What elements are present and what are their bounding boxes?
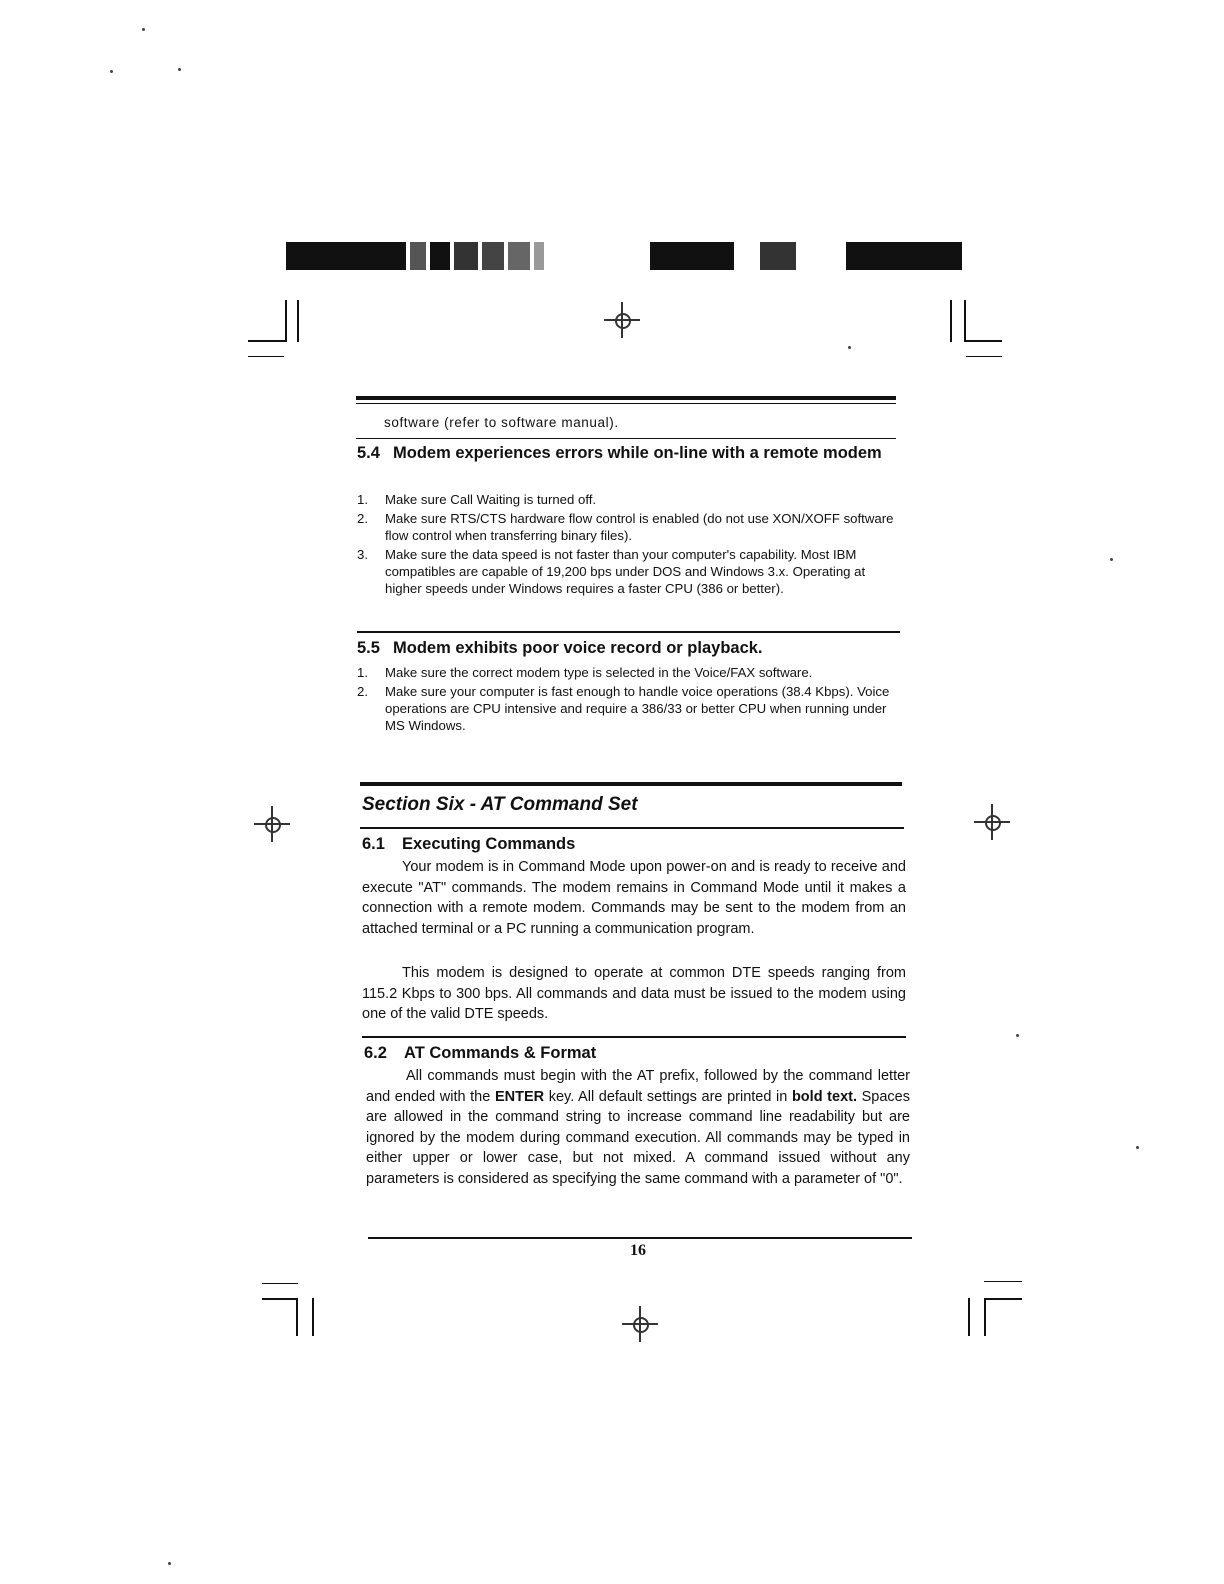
- heading-5-4-number: 5.4: [357, 444, 380, 462]
- scan-speck: [1136, 1146, 1139, 1149]
- heading-5-5: [357, 638, 902, 659]
- list-item: [357, 491, 902, 508]
- registration-target-top: [602, 300, 642, 340]
- list-item-text: Make sure RTS/CTS hardware flow control is enabled (do not use XON/XOFF software flow control when transferring binary files).: [385, 511, 894, 543]
- top-rule-thin: [356, 403, 896, 404]
- paragraph-6-1-a: [362, 857, 906, 939]
- list-item-number: 2.: [357, 511, 368, 526]
- rule-before-5-4: [356, 438, 896, 439]
- list-5-5: [357, 664, 905, 736]
- list-item: [357, 683, 905, 734]
- section-six-title: Section Six - AT Command Set: [362, 794, 638, 815]
- paragraph-6-2-bold-enter: ENTER: [494, 1088, 545, 1105]
- list-item: [357, 664, 905, 681]
- crop-mark-bottom-left-h: [262, 1283, 298, 1284]
- paragraph-6-2: [366, 1066, 910, 1189]
- crop-mark-bottom-left-v2: [312, 1298, 314, 1336]
- heading-6-1-title: Executing Commands: [402, 835, 576, 853]
- heading-6-1-number: 6.1: [362, 835, 385, 853]
- paragraph-6-1-b-text: This modem is designed to operate at common DTE speeds ranging from 115.2 Kbps to 300 bps. All commands and data must be issued to the modem using one of the valid DTE speeds.: [362, 965, 906, 1022]
- crop-mark-top-left-h2: [248, 356, 284, 357]
- crop-mark-bottom-right-v: [968, 1298, 970, 1336]
- scan-speck: [1016, 1034, 1019, 1037]
- crop-mark-bottom-right-v2: [984, 1298, 986, 1336]
- scan-speck: [848, 346, 851, 349]
- list-item-text: Make sure your computer is fast enough to handle voice operations (38.4 Kbps). Voice operations are CPU intensive and require a 386/33 or better CPU when running under MS Windows.: [385, 684, 890, 733]
- footer-rule: [368, 1237, 912, 1239]
- page-number: 16: [630, 1242, 646, 1259]
- rule-before-5-5: [357, 631, 900, 633]
- crop-mark-top-right-v2: [964, 300, 966, 342]
- paragraph-6-1-b: [362, 963, 906, 1025]
- crop-mark-top-right-h: [964, 340, 1002, 342]
- list-item-number: 3.: [357, 547, 368, 562]
- registration-target-left: [252, 804, 292, 844]
- crop-mark-top-left-v: [285, 300, 287, 342]
- list-item-number: 2.: [357, 684, 368, 699]
- section-six-rule: [360, 782, 902, 786]
- list-item-number: 1.: [357, 492, 368, 507]
- heading-6-2: [364, 1043, 596, 1064]
- heading-5-4-title: Modem experiences errors while on-line with a remote modem: [393, 444, 882, 462]
- paragraph-6-2-bold-text: bold text.: [791, 1088, 857, 1105]
- rule-before-6-2: [362, 1036, 906, 1038]
- registration-target-right: [972, 802, 1012, 842]
- list-5-4: [357, 491, 902, 599]
- top-rule: [356, 396, 896, 400]
- paragraph-6-1-a-text: Your modem is in Command Mode upon power-on and is ready to receive and execute "AT" commands. The modem remains in Command Mode until it makes a connection with a remote modem. Commands may be sent to the modem from an attached terminal or a PC running a communication program.: [362, 859, 906, 937]
- crop-mark-bottom-left-h2: [262, 1298, 298, 1300]
- heading-5-5-number: 5.5: [357, 639, 380, 657]
- heading-5-5-title: Modem exhibits poor voice record or playback.: [393, 639, 763, 657]
- crop-mark-top-left-v2: [297, 300, 299, 342]
- crop-mark-top-right-v: [950, 300, 952, 342]
- scan-speck: [168, 1562, 171, 1565]
- paragraph-6-2-text-c: key. All default settings are printed in: [544, 1088, 792, 1105]
- heading-6-2-title: AT Commands & Format: [404, 1044, 597, 1062]
- list-item-text: Make sure Call Waiting is turned off.: [385, 492, 597, 507]
- crop-mark-bottom-right-h: [984, 1281, 1022, 1282]
- heading-6-1: [362, 834, 575, 855]
- crop-mark-top-left: [248, 340, 286, 342]
- heading-5-4: [357, 443, 897, 464]
- scan-speck: [142, 28, 145, 31]
- paragraph-6-2-text-e: Spaces are allowed in the command string to increase command line readability but are ignored by the modem during command execution. All commands may be typed in either upper or lower case, but not mixed. A command issued without any parameters is considered as specifying the same command with a parameter of "0".: [366, 1088, 910, 1187]
- registration-bar-right: [650, 242, 962, 270]
- list-item-number: 1.: [357, 665, 368, 680]
- list-item: [357, 510, 902, 544]
- crop-mark-bottom-left-v: [296, 1298, 298, 1336]
- crop-mark-bottom-right-h2: [984, 1298, 1022, 1300]
- scan-speck: [178, 68, 181, 71]
- rule-before-6-1: [360, 827, 904, 829]
- registration-target-bottom: [620, 1304, 660, 1344]
- heading-6-2-number: 6.2: [364, 1044, 387, 1062]
- list-item-text: Make sure the correct modem type is selected in the Voice/FAX software.: [385, 665, 813, 680]
- scan-speck: [1110, 558, 1113, 561]
- list-item: [357, 546, 902, 597]
- list-item-text: Make sure the data speed is not faster than your computer's capability. Most IBM compatibles are capable of 19,200 bps under DOS and Windows 3.x. Operating at higher speeds under Windows requires a faster CPU (386 or better).: [385, 547, 866, 596]
- registration-bar-left: [286, 242, 586, 270]
- scan-speck: [110, 70, 113, 73]
- crop-mark-top-right-h2: [966, 356, 1002, 357]
- paragraph-6-2-text-a: All commands must begin with the AT prefix, followed by the command letter and ended with the: [366, 1068, 910, 1105]
- continued-text: software (refer to software manual).: [384, 415, 619, 430]
